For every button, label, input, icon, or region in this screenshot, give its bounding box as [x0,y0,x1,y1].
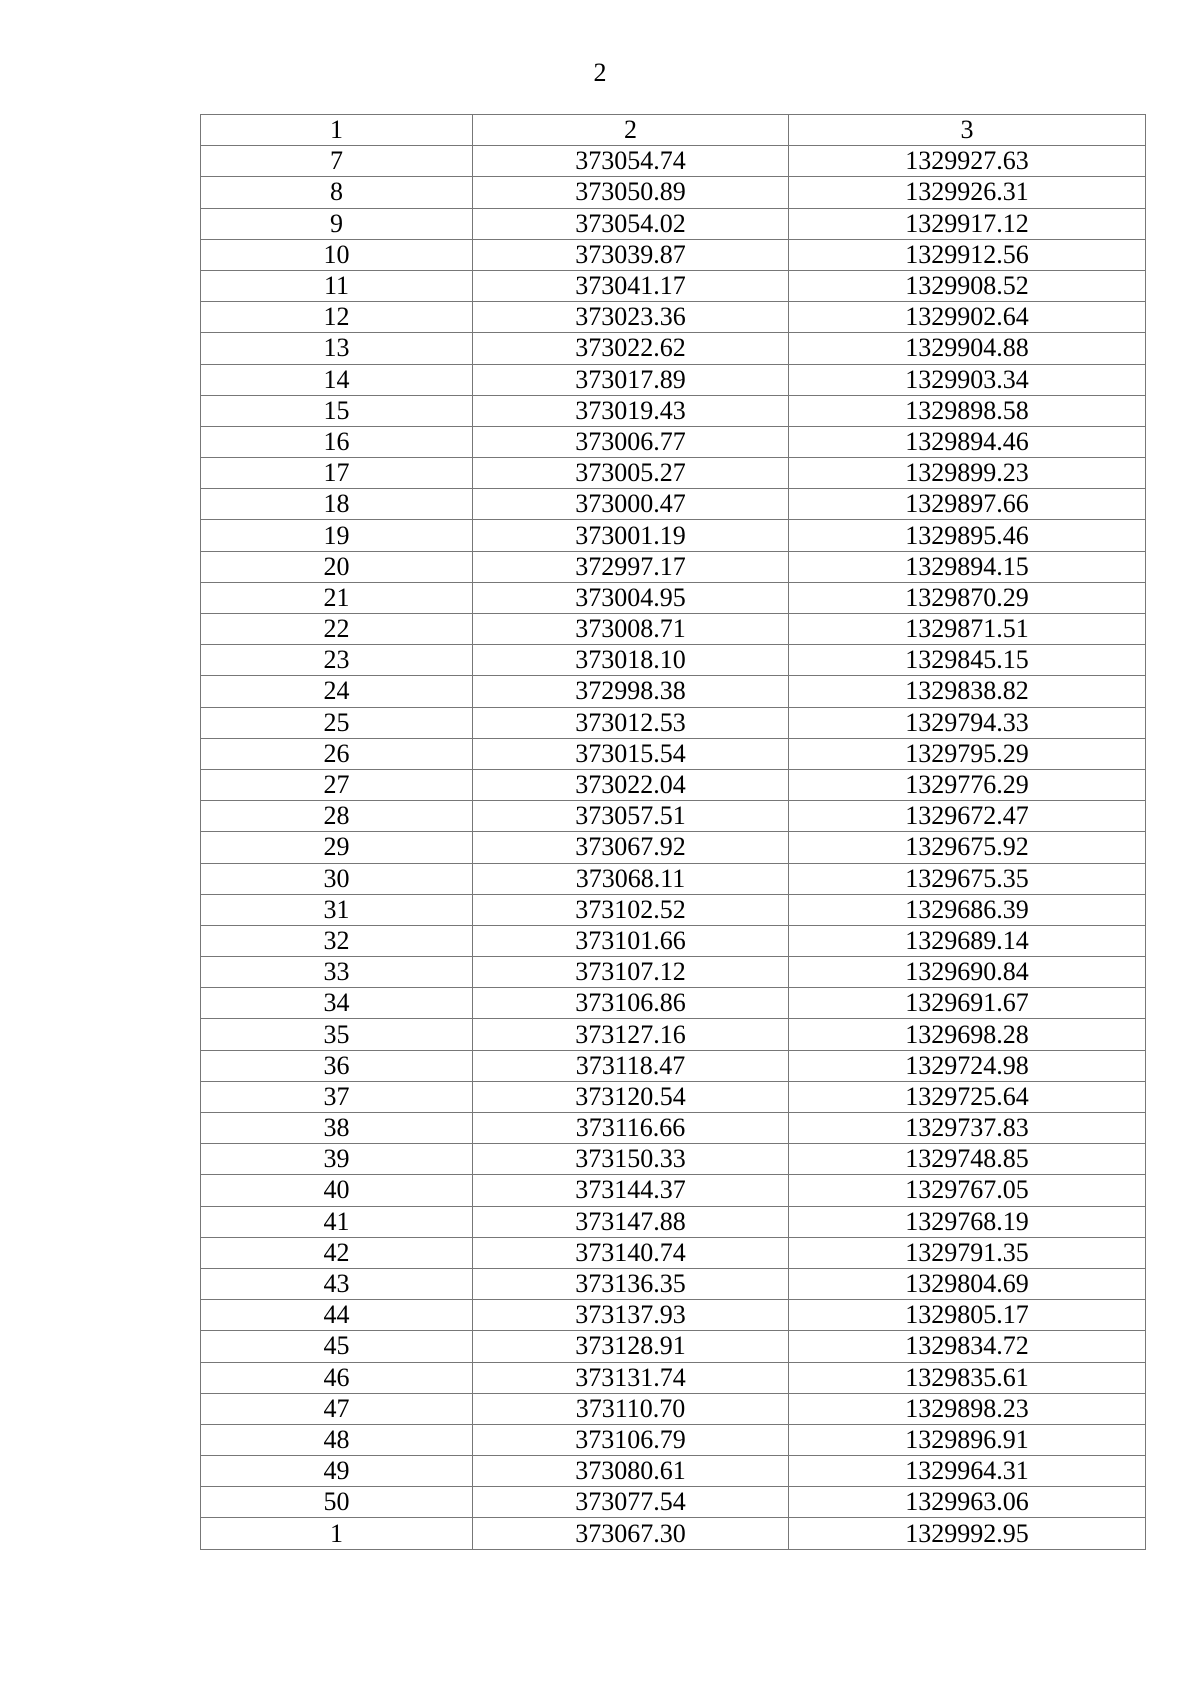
y-coordinate-cell: 1329791.35 [789,1237,1146,1268]
x-coordinate-cell: 373008.71 [473,614,789,645]
y-coordinate-cell: 1329963.06 [789,1487,1146,1518]
point-number-cell: 47 [201,1393,473,1424]
y-coordinate-cell: 1329894.46 [789,426,1146,457]
point-number-cell: 15 [201,395,473,426]
header-cell-x: 2 [473,115,789,146]
point-number-cell: 26 [201,738,473,769]
y-coordinate-cell: 1329870.29 [789,582,1146,613]
table-row [201,801,1146,832]
y-coordinate-cell: 1329737.83 [789,1113,1146,1144]
point-number-cell: 21 [201,582,473,613]
point-number-cell: 10 [201,239,473,270]
point-number-cell: 8 [201,177,473,208]
table-row [201,645,1146,676]
point-number-cell: 36 [201,1050,473,1081]
table-row [201,925,1146,956]
y-coordinate-cell: 1329767.05 [789,1175,1146,1206]
point-number-cell: 35 [201,1019,473,1050]
table-row [201,1362,1146,1393]
x-coordinate-cell: 373004.95 [473,582,789,613]
table-row [201,270,1146,301]
point-number-cell: 41 [201,1206,473,1237]
table-row [201,1019,1146,1050]
x-coordinate-cell: 373102.52 [473,894,789,925]
table-row [201,551,1146,582]
point-number-cell: 50 [201,1487,473,1518]
table-row [201,832,1146,863]
point-number-cell: 23 [201,645,473,676]
point-number-cell: 43 [201,1268,473,1299]
x-coordinate-cell: 373039.87 [473,239,789,270]
y-coordinate-cell: 1329964.31 [789,1456,1146,1487]
point-number-cell: 40 [201,1175,473,1206]
y-coordinate-cell: 1329902.64 [789,302,1146,333]
point-number-cell: 25 [201,707,473,738]
y-coordinate-cell: 1329917.12 [789,208,1146,239]
y-coordinate-cell: 1329871.51 [789,614,1146,645]
x-coordinate-cell: 373110.70 [473,1393,789,1424]
point-number-cell: 12 [201,302,473,333]
point-number-cell: 20 [201,551,473,582]
y-coordinate-cell: 1329672.47 [789,801,1146,832]
x-coordinate-cell: 373023.36 [473,302,789,333]
table-row [201,489,1146,520]
point-number-cell: 27 [201,769,473,800]
y-coordinate-cell: 1329838.82 [789,676,1146,707]
y-coordinate-cell: 1329689.14 [789,925,1146,956]
point-number-cell: 31 [201,894,473,925]
point-number-cell: 16 [201,426,473,457]
point-number-cell: 14 [201,364,473,395]
x-coordinate-cell: 373077.54 [473,1487,789,1518]
table-row [201,1487,1146,1518]
table-row [201,426,1146,457]
table-row [201,957,1146,988]
point-number-cell: 28 [201,801,473,832]
x-coordinate-cell: 373015.54 [473,738,789,769]
y-coordinate-cell: 1329904.88 [789,333,1146,364]
table-row [201,614,1146,645]
x-coordinate-cell: 373012.53 [473,707,789,738]
y-coordinate-cell: 1329903.34 [789,364,1146,395]
header-cell-y: 3 [789,115,1146,146]
point-number-cell: 7 [201,146,473,177]
table-row [201,769,1146,800]
table-row [201,177,1146,208]
table-header-row [201,115,1146,146]
point-number-cell: 24 [201,676,473,707]
point-number-cell: 49 [201,1456,473,1487]
y-coordinate-cell: 1329725.64 [789,1081,1146,1112]
point-number-cell: 13 [201,333,473,364]
table-row [201,1518,1146,1549]
y-coordinate-cell: 1329776.29 [789,769,1146,800]
x-coordinate-cell: 373006.77 [473,426,789,457]
point-number-cell: 29 [201,832,473,863]
x-coordinate-cell: 373127.16 [473,1019,789,1050]
table-row [201,208,1146,239]
y-coordinate-cell: 1329804.69 [789,1268,1146,1299]
x-coordinate-cell: 373057.51 [473,801,789,832]
y-coordinate-cell: 1329748.85 [789,1144,1146,1175]
point-number-cell: 22 [201,614,473,645]
x-coordinate-cell: 372997.17 [473,551,789,582]
y-coordinate-cell: 1329805.17 [789,1300,1146,1331]
y-coordinate-cell: 1329908.52 [789,270,1146,301]
x-coordinate-cell: 373136.35 [473,1268,789,1299]
table-row [201,1456,1146,1487]
y-coordinate-cell: 1329834.72 [789,1331,1146,1362]
x-coordinate-cell: 373107.12 [473,957,789,988]
point-number-cell: 44 [201,1300,473,1331]
x-coordinate-cell: 373001.19 [473,520,789,551]
x-coordinate-cell: 373067.92 [473,832,789,863]
table-row [201,458,1146,489]
table-row [201,1206,1146,1237]
x-coordinate-cell: 372998.38 [473,676,789,707]
point-number-cell: 45 [201,1331,473,1362]
point-number-cell: 42 [201,1237,473,1268]
x-coordinate-cell: 373118.47 [473,1050,789,1081]
point-number-cell: 33 [201,957,473,988]
y-coordinate-cell: 1329926.31 [789,177,1146,208]
table-row [201,676,1146,707]
table-row [201,395,1146,426]
table-row [201,1393,1146,1424]
x-coordinate-cell: 373140.74 [473,1237,789,1268]
coordinates-table-body [201,115,1146,1550]
point-number-cell: 19 [201,520,473,551]
y-coordinate-cell: 1329897.66 [789,489,1146,520]
x-coordinate-cell: 373150.33 [473,1144,789,1175]
x-coordinate-cell: 373019.43 [473,395,789,426]
point-number-cell: 38 [201,1113,473,1144]
y-coordinate-cell: 1329845.15 [789,645,1146,676]
y-coordinate-cell: 1329675.92 [789,832,1146,863]
x-coordinate-cell: 373144.37 [473,1175,789,1206]
table-row [201,1144,1146,1175]
y-coordinate-cell: 1329898.58 [789,395,1146,426]
table-row [201,988,1146,1019]
x-coordinate-cell: 373022.62 [473,333,789,364]
y-coordinate-cell: 1329795.29 [789,738,1146,769]
table-row [201,1175,1146,1206]
x-coordinate-cell: 373067.30 [473,1518,789,1549]
point-number-cell: 37 [201,1081,473,1112]
point-number-cell: 34 [201,988,473,1019]
point-number-cell: 46 [201,1362,473,1393]
table-row [201,333,1146,364]
x-coordinate-cell: 373120.54 [473,1081,789,1112]
x-coordinate-cell: 373080.61 [473,1456,789,1487]
point-number-cell: 11 [201,270,473,301]
x-coordinate-cell: 373005.27 [473,458,789,489]
table-row [201,1050,1146,1081]
x-coordinate-cell: 373106.86 [473,988,789,1019]
y-coordinate-cell: 1329835.61 [789,1362,1146,1393]
point-number-cell: 17 [201,458,473,489]
x-coordinate-cell: 373068.11 [473,863,789,894]
table-row [201,582,1146,613]
y-coordinate-cell: 1329691.67 [789,988,1146,1019]
y-coordinate-cell: 1329686.39 [789,894,1146,925]
table-row [201,1237,1146,1268]
table-row [201,146,1146,177]
x-coordinate-cell: 373131.74 [473,1362,789,1393]
y-coordinate-cell: 1329992.95 [789,1518,1146,1549]
y-coordinate-cell: 1329698.28 [789,1019,1146,1050]
x-coordinate-cell: 373018.10 [473,645,789,676]
x-coordinate-cell: 373022.04 [473,769,789,800]
header-cell-point: 1 [201,115,473,146]
table-row [201,364,1146,395]
y-coordinate-cell: 1329896.91 [789,1424,1146,1455]
y-coordinate-cell: 1329690.84 [789,957,1146,988]
x-coordinate-cell: 373128.91 [473,1331,789,1362]
x-coordinate-cell: 373116.66 [473,1113,789,1144]
point-number-cell: 48 [201,1424,473,1455]
x-coordinate-cell: 373054.02 [473,208,789,239]
table-row [201,239,1146,270]
table-row [201,863,1146,894]
x-coordinate-cell: 373017.89 [473,364,789,395]
table-row [201,1300,1146,1331]
coordinates-table [200,114,1146,1550]
table-row [201,1113,1146,1144]
point-number-cell: 32 [201,925,473,956]
table-row [201,707,1146,738]
x-coordinate-cell: 373050.89 [473,177,789,208]
y-coordinate-cell: 1329898.23 [789,1393,1146,1424]
point-number-cell: 39 [201,1144,473,1175]
y-coordinate-cell: 1329724.98 [789,1050,1146,1081]
y-coordinate-cell: 1329912.56 [789,239,1146,270]
x-coordinate-cell: 373041.17 [473,270,789,301]
table-row [201,1424,1146,1455]
y-coordinate-cell: 1329794.33 [789,707,1146,738]
table-row [201,738,1146,769]
y-coordinate-cell: 1329675.35 [789,863,1146,894]
x-coordinate-cell: 373101.66 [473,925,789,956]
x-coordinate-cell: 373000.47 [473,489,789,520]
table-row [201,1331,1146,1362]
table-row [201,302,1146,333]
x-coordinate-cell: 373106.79 [473,1424,789,1455]
y-coordinate-cell: 1329768.19 [789,1206,1146,1237]
y-coordinate-cell: 1329894.15 [789,551,1146,582]
table-row [201,520,1146,551]
point-number-cell: 18 [201,489,473,520]
table-row [201,894,1146,925]
x-coordinate-cell: 373147.88 [473,1206,789,1237]
x-coordinate-cell: 373137.93 [473,1300,789,1331]
y-coordinate-cell: 1329927.63 [789,146,1146,177]
y-coordinate-cell: 1329899.23 [789,458,1146,489]
page-number: 2 [593,58,607,87]
table-row [201,1081,1146,1112]
x-coordinate-cell: 373054.74 [473,146,789,177]
table-row [201,1268,1146,1299]
point-number-cell: 1 [201,1518,473,1549]
point-number-cell: 9 [201,208,473,239]
y-coordinate-cell: 1329895.46 [789,520,1146,551]
point-number-cell: 30 [201,863,473,894]
